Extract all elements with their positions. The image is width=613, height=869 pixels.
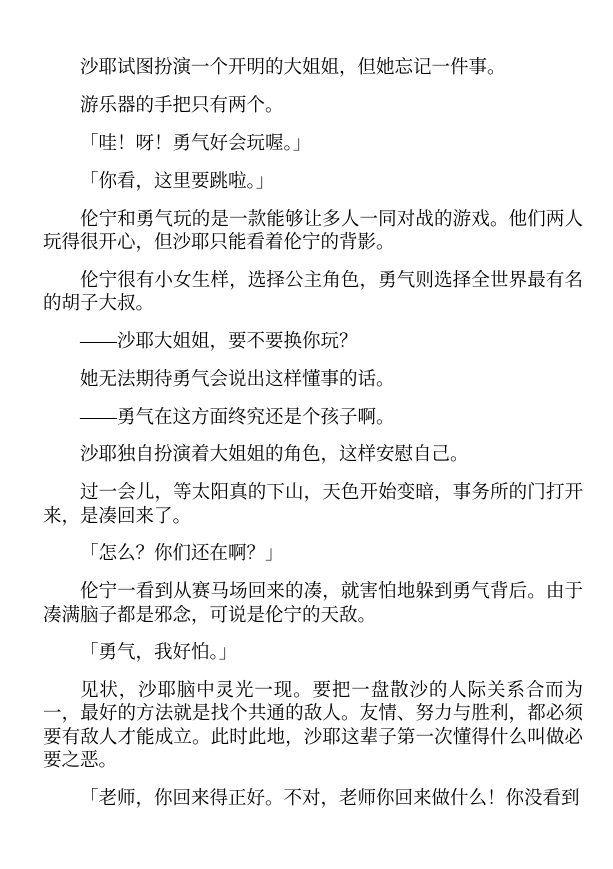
paragraph: 游乐器的手把只有两个。 (80, 95, 284, 116)
paragraph-dialogue: 「勇气，我好怕。」 (80, 643, 238, 664)
paragraph: 伦宁很有小女生样，选择公主角色，勇气则选择全世界最有名的胡子大叔。 (43, 270, 583, 314)
paragraph: 她无法期待勇气会说出这样懂事的话。 (80, 369, 395, 390)
paragraph-dialogue: 「哇！呀！勇气好会玩喔。」 (80, 133, 312, 154)
paragraph: 沙耶独自扮演着大姐姐的角色，这样安慰自己。 (80, 445, 469, 466)
paragraph-inner-thought: ——沙耶大姐姐，要不要换你玩？ (80, 331, 358, 352)
paragraph: 伦宁一看到从赛马场回来的凑，就害怕地躲到勇气背后。由于凑满脑子都是邪念，可说是伦宁的天敌。 (43, 582, 583, 626)
paragraph-dialogue: 「你看，这里要跳啦。」 (80, 171, 275, 192)
paragraph-inner-thought: ——勇气在这方面终究还是个孩子啊。 (80, 407, 395, 428)
paragraph-dialogue: 「老师，你回来得正好。不对，老师你回来做什么！你没看到 (80, 788, 580, 809)
paragraph: 伦宁和勇气玩的是一款能够让多人一同对战的游戏。他们两人玩得很开心，但沙耶只能看着伦宁的背影。 (43, 209, 583, 253)
paragraph: 过一会儿，等太阳真的下山，天色开始变暗，事务所的门打开来，是凑回来了。 (43, 483, 583, 527)
paragraph-dialogue: 「怎么？你们还在啊？」 (80, 544, 284, 565)
paragraph: 沙耶试图扮演一个开明的大姐姐，但她忘记一件事。 (80, 58, 506, 78)
paragraph: 见状，沙耶脑中灵光一现。要把一盘散沙的人际关系合而为一，最好的方法就是找个共通的敌人。友情、努力与胜利，都必须要有敌人才能成立。此时此地，沙耶这辈子第一次懂得什么叫做必要之恶。 (43, 681, 583, 771)
